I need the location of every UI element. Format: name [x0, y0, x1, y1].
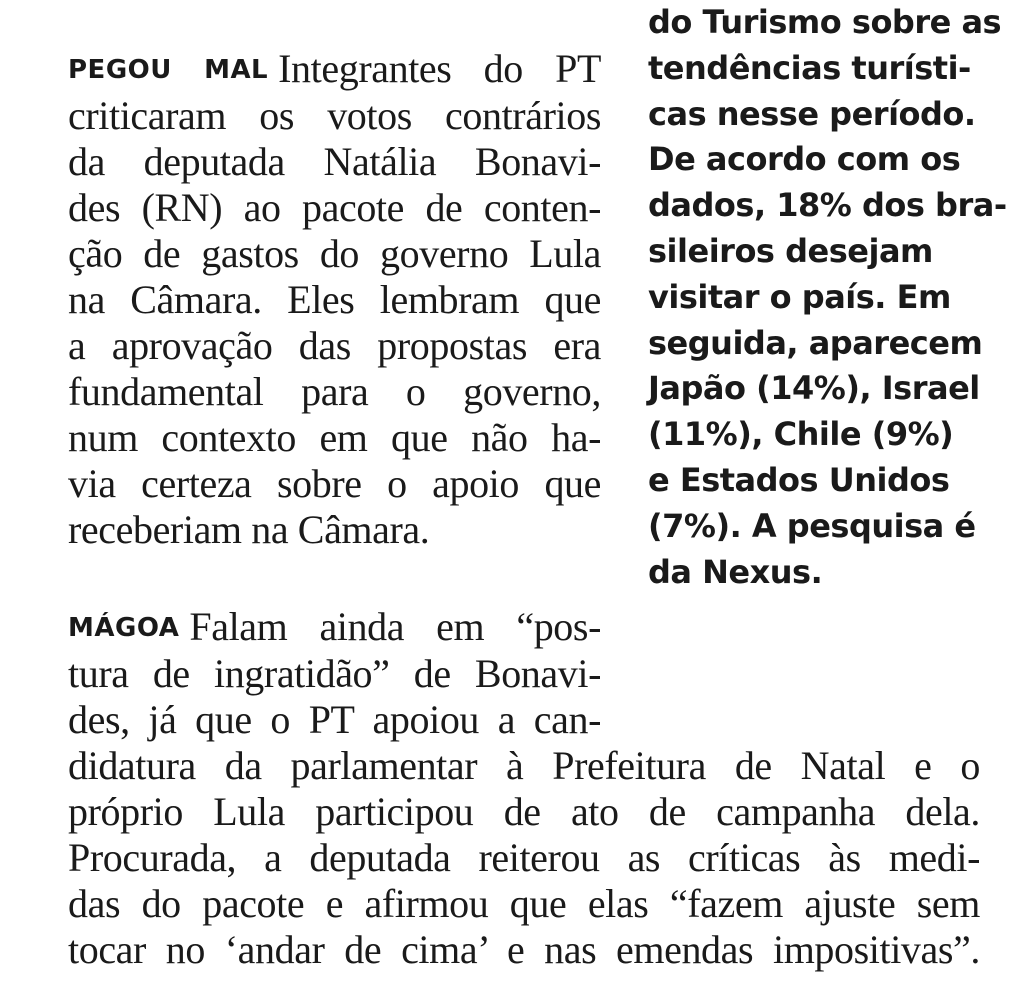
sidebar-line: (11%), Chile (9%) [648, 415, 954, 454]
paragraph-line: receberiam na Câmara. [68, 507, 430, 552]
sidebar-line: visitar o país. Em [648, 277, 951, 316]
paragraph-magoa [68, 604, 980, 973]
sidebar-line: seguida, aparecem [648, 323, 983, 362]
paragraph-line: próprio Lula participou de ato de campanha dela. [68, 789, 980, 834]
sidebar-line: sileiros desejam [648, 231, 933, 270]
paragraph-line: na Câmara. Eles lembram que [68, 277, 601, 322]
sidebar-line: dados, 18% dos bra- [648, 186, 1007, 225]
paragraph-line: num contexto em que não ha- [68, 415, 601, 460]
paragraph-line: ção de gastos do governo Lula [68, 231, 601, 276]
sidebar-line: tendências turísti- [648, 48, 971, 87]
paragraph-line: da deputada Natália Bonavi- [68, 139, 601, 184]
paragraph-line-text: Integrantes do PT [278, 46, 601, 91]
sidebar-line: do Turismo sobre as [648, 3, 1002, 41]
paragraph-line: criticaram os votos contrários [68, 93, 601, 138]
paragraph-pegou-mal [68, 46, 601, 553]
paragraph-line: didatura da parlamentar à Prefeitura de Natal e o [68, 743, 980, 788]
paragraph-line: des (RN) ao pacote de conten- [68, 185, 601, 230]
sidebar-line: cas nesse período. [648, 94, 976, 133]
paragraph-line: a aprovação das propostas era [68, 323, 601, 368]
sidebar-line: (7%). A pesquisa é [648, 506, 976, 545]
sidebar-line: Japão (14%), Israel [648, 369, 980, 408]
paragraph-line: des, já que o PT apoiou a can- [68, 697, 601, 742]
paragraph-line: via certeza sobre o apoio que [68, 461, 601, 506]
paragraph-line: fundamental para o governo, [68, 369, 601, 414]
paragraph-first-line [68, 604, 601, 651]
sidebar-line: e Estados Unidos [648, 460, 950, 499]
kicker-pegou-mal: PEGOU MAL [68, 55, 269, 85]
paragraph-line: tura de ingratidão” de Bonavi- [68, 651, 601, 696]
paragraph-first-line [68, 46, 601, 93]
sidebar-column [648, 0, 1007, 595]
kicker-magoa: MÁGOA [68, 613, 180, 643]
paragraph-line-text: Falam ainda em “pos- [189, 604, 601, 649]
sidebar-line: De acordo com os [648, 140, 961, 179]
paragraph-line: tocar no ‘andar de cima’ e nas emendas impositivas”. [68, 927, 980, 972]
sidebar-line: da Nexus. [648, 552, 823, 591]
paragraph-line: das do pacote e afirmou que elas “fazem ajuste sem [68, 881, 980, 926]
paragraph-line: Procurada, a deputada reiterou as críticas às medi- [68, 835, 980, 880]
